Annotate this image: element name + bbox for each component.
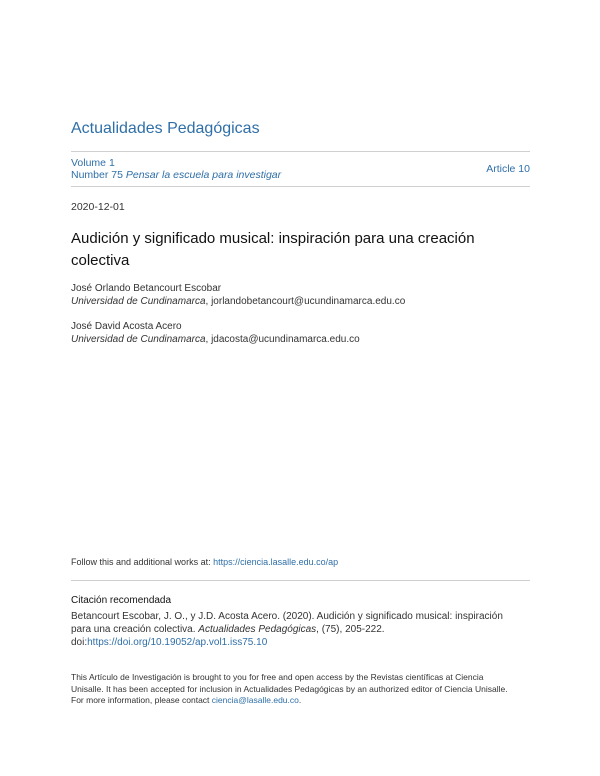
citation-heading: Citación recomendada (71, 595, 172, 606)
article-title: Audición y significado musical: inspiración para una creación colectiva (71, 230, 475, 269)
citation-part-1: Betancourt Escobar, J. O., y J.D. Acosta Acero. (2020). Audición y significado musical: inspiración para una creación colectiva. (71, 611, 503, 635)
author-email: , jorlandobetancourt@ucundinamarca.edu.co (205, 296, 406, 307)
author-block-1 (71, 282, 405, 308)
notice-end: . (298, 695, 302, 705)
author-block-2 (71, 320, 360, 346)
author-institution: Universidad de Cundinamarca (71, 296, 206, 307)
access-notice (71, 672, 511, 707)
citation-journal: Actualidades Pedagógicas (198, 624, 317, 635)
citation-part-2: , (75), 205-222. doi: (71, 624, 385, 648)
author-email: , jdacosta@ucundinamarca.edu.co (205, 334, 360, 345)
number-link[interactable]: Number 75 (71, 169, 123, 181)
article-number[interactable]: Article 10 (486, 163, 530, 175)
author-name: José David Acosta Acero (71, 321, 182, 332)
notice-text: This Artículo de Investigación is brought to you for free and open access by the Revistas científicas at Ciencia Unisalle. It has been accepted for inclusion in Actualidades Pedagógicas by an authorized editor of Ciencia Unisalle. For more information, please contact (71, 672, 508, 705)
issue-title[interactable]: Pensar la escuela para investigar (125, 169, 282, 181)
top-divider (71, 151, 530, 152)
author-name: José Orlando Betancourt Escobar (71, 283, 222, 294)
lower-divider (71, 580, 530, 581)
doi-link[interactable]: https://doi.org/10.19052/ap.vol1.iss75.10 (87, 637, 268, 648)
citation-text (71, 610, 511, 649)
journal-title[interactable]: Actualidades Pedagógicas (71, 120, 260, 137)
volume-link[interactable]: Volume 1 (71, 157, 115, 169)
volume-info (71, 157, 281, 181)
collection-link[interactable]: https://ciencia.lasalle.edu.co/ap (213, 557, 339, 567)
follow-line (71, 557, 338, 567)
publication-date: 2020-12-01 (71, 201, 125, 213)
contact-email-link[interactable]: ciencia@lasalle.edu.co (211, 695, 299, 705)
mid-divider (71, 186, 530, 187)
author-institution: Universidad de Cundinamarca (71, 334, 206, 345)
follow-text: Follow this and additional works at: (71, 557, 214, 567)
